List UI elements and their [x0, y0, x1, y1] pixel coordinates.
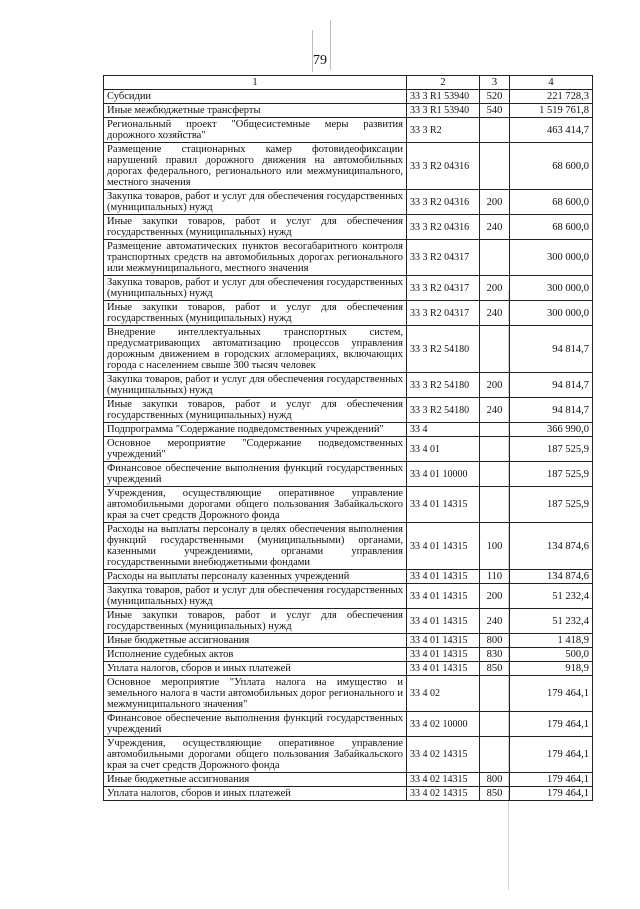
row-type: 240 — [480, 301, 510, 326]
row-name: Иные закупки товаров, работ и услуг для обеспечения государственных (муниципальных) нужд — [104, 609, 407, 634]
table-row — [104, 104, 593, 118]
row-code: 33 3 R1 53940 — [407, 104, 480, 118]
row-type: 800 — [480, 634, 510, 648]
row-code: 33 4 02 14315 — [407, 737, 480, 773]
row-amount: 187 525,9 — [510, 487, 593, 523]
row-code: 33 4 01 14315 — [407, 648, 480, 662]
column-header-name: 1 — [104, 76, 407, 90]
row-code: 33 3 R2 54180 — [407, 398, 480, 423]
row-amount: 187 525,9 — [510, 462, 593, 487]
table-row — [104, 373, 593, 398]
row-code: 33 4 01 — [407, 437, 480, 462]
table-row — [104, 609, 593, 634]
row-amount: 300 000,0 — [510, 240, 593, 276]
row-code: 33 3 R2 04317 — [407, 240, 480, 276]
row-type — [480, 118, 510, 143]
row-amount: 179 464,1 — [510, 737, 593, 773]
table-row — [104, 570, 593, 584]
row-amount: 300 000,0 — [510, 301, 593, 326]
table-row — [104, 487, 593, 523]
row-type: 200 — [480, 584, 510, 609]
row-name: Финансовое обеспечение выполнения функций государственных учреждений — [104, 462, 407, 487]
row-name: Расходы на выплаты персоналу казенных учреждений — [104, 570, 407, 584]
row-code: 33 4 01 14315 — [407, 662, 480, 676]
page-number: 79 — [313, 53, 327, 68]
row-type: 200 — [480, 276, 510, 301]
table-row — [104, 240, 593, 276]
row-code: 33 4 01 10000 — [407, 462, 480, 487]
row-name: Иные закупки товаров, работ и услуг для обеспечения государственных (муниципальных) нужд — [104, 398, 407, 423]
table-row — [104, 143, 593, 190]
row-amount: 1 519 761,8 — [510, 104, 593, 118]
row-name: Иные межбюджетные трансферты — [104, 104, 407, 118]
row-type — [480, 423, 510, 437]
column-header-vr: 3 — [480, 76, 510, 90]
table-row — [104, 662, 593, 676]
row-name: Иные закупки товаров, работ и услуг для обеспечения государственных (муниципальных) нужд — [104, 301, 407, 326]
table-row — [104, 773, 593, 787]
row-type: 200 — [480, 373, 510, 398]
row-type: 540 — [480, 104, 510, 118]
row-type — [480, 676, 510, 712]
row-amount: 134 874,6 — [510, 523, 593, 570]
table-row — [104, 215, 593, 240]
row-name: Учреждения, осуществляющие оперативное управление автомобильными дорогами общего пользования Забайкальского края за счет средств Дорожного фонда — [104, 487, 407, 523]
row-name: Размещение автоматических пунктов весогабаритного контроля транспортных средств на автомобильных дорогах регионального или межмуниципального, местного значения — [104, 240, 407, 276]
budget-table — [103, 75, 593, 801]
row-amount: 179 464,1 — [510, 676, 593, 712]
row-code: 33 3 R2 04316 — [407, 215, 480, 240]
row-name: Основное мероприятие "Уплата налога на имущество и земельного налога в части автомобильных дорог регионального и межмуниципального значения" — [104, 676, 407, 712]
row-type: 850 — [480, 662, 510, 676]
table-row — [104, 584, 593, 609]
row-type: 240 — [480, 215, 510, 240]
row-amount: 179 464,1 — [510, 773, 593, 787]
row-type: 100 — [480, 523, 510, 570]
row-name: Уплата налогов, сборов и иных платежей — [104, 662, 407, 676]
row-type: 110 — [480, 570, 510, 584]
row-code: 33 4 02 14315 — [407, 787, 480, 801]
row-code: 33 4 01 14315 — [407, 570, 480, 584]
row-name: Закупка товаров, работ и услуг для обеспечения государственных (муниципальных) нужд — [104, 276, 407, 301]
row-amount: 500,0 — [510, 648, 593, 662]
table-row — [104, 190, 593, 215]
row-name: Финансовое обеспечение выполнения функций государственных учреждений — [104, 712, 407, 737]
row-name: Основное мероприятие "Содержание подведомственных учреждений" — [104, 437, 407, 462]
table-row — [104, 462, 593, 487]
row-type: 800 — [480, 773, 510, 787]
table-row — [104, 676, 593, 712]
table-row — [104, 118, 593, 143]
row-code: 33 4 01 14315 — [407, 584, 480, 609]
row-code: 33 3 R2 04317 — [407, 301, 480, 326]
table-row — [104, 276, 593, 301]
row-code: 33 3 R2 04316 — [407, 143, 480, 190]
row-name: Расходы на выплаты персоналу в целях обеспечения выполнения функций государственными (муниципальными) органами, казенными учреждениями, органами управления государственными внебюджетными фондами — [104, 523, 407, 570]
table-row — [104, 787, 593, 801]
row-name: Внедрение интеллектуальных транспортных систем, предусматривающих автоматизацию процессов управления дорожным движением в городских агломерациях, включающих города с населением свыше 300 тысяч человек — [104, 326, 407, 373]
row-code: 33 4 01 14315 — [407, 523, 480, 570]
row-name: Размещение стационарных камер фотовидеофиксации нарушений правил дорожного движения на автомобильных дорогах федерального, регионального или межмуниципального, местного значения — [104, 143, 407, 190]
table-row — [104, 326, 593, 373]
row-type: 850 — [480, 787, 510, 801]
row-code: 33 4 01 14315 — [407, 609, 480, 634]
row-amount: 51 232,4 — [510, 609, 593, 634]
row-type: 240 — [480, 609, 510, 634]
row-name: Закупка товаров, работ и услуг для обеспечения государственных (муниципальных) нужд — [104, 190, 407, 215]
row-type: 520 — [480, 90, 510, 104]
row-code: 33 4 02 — [407, 676, 480, 712]
row-code: 33 3 R2 04316 — [407, 190, 480, 215]
row-code: 33 4 01 14315 — [407, 634, 480, 648]
row-name: Субсидии — [104, 90, 407, 104]
row-type — [480, 326, 510, 373]
row-amount: 68 600,0 — [510, 215, 593, 240]
row-type — [480, 737, 510, 773]
row-type — [480, 712, 510, 737]
table-row — [104, 437, 593, 462]
row-type — [480, 462, 510, 487]
table-header-row — [104, 76, 593, 90]
row-name: Иные бюджетные ассигнования — [104, 773, 407, 787]
row-type: 200 — [480, 190, 510, 215]
column-header-code: 2 — [407, 76, 480, 90]
row-amount: 187 525,9 — [510, 437, 593, 462]
row-type — [480, 240, 510, 276]
table-row — [104, 523, 593, 570]
row-code: 33 3 R2 54180 — [407, 326, 480, 373]
row-name: Подпрограмма "Содержание подведомственных учреждений" — [104, 423, 407, 437]
row-amount: 300 000,0 — [510, 276, 593, 301]
row-code: 33 3 R2 — [407, 118, 480, 143]
row-amount: 94 814,7 — [510, 398, 593, 423]
row-code: 33 4 — [407, 423, 480, 437]
table-row — [104, 301, 593, 326]
column-header-amount: 4 — [510, 76, 593, 90]
row-type: 240 — [480, 398, 510, 423]
row-type — [480, 143, 510, 190]
row-name: Учреждения, осуществляющие оперативное управление автомобильными дорогами общего пользования Забайкальского края за счет средств Дорожного фонда — [104, 737, 407, 773]
row-code: 33 4 01 14315 — [407, 487, 480, 523]
row-name: Иные бюджетные ассигнования — [104, 634, 407, 648]
row-code: 33 3 R2 04317 — [407, 276, 480, 301]
row-type — [480, 437, 510, 462]
row-amount: 463 414,7 — [510, 118, 593, 143]
row-code: 33 3 R1 53940 — [407, 90, 480, 104]
row-amount: 134 874,6 — [510, 570, 593, 584]
table-row — [104, 423, 593, 437]
table-row — [104, 634, 593, 648]
row-name: Закупка товаров, работ и услуг для обеспечения государственных (муниципальных) нужд — [104, 584, 407, 609]
row-amount: 51 232,4 — [510, 584, 593, 609]
row-amount: 179 464,1 — [510, 712, 593, 737]
table-row — [104, 398, 593, 423]
row-code: 33 3 R2 54180 — [407, 373, 480, 398]
row-amount: 221 728,3 — [510, 90, 593, 104]
table-row — [104, 737, 593, 773]
row-code: 33 4 02 14315 — [407, 773, 480, 787]
row-amount: 94 814,7 — [510, 373, 593, 398]
row-amount: 179 464,1 — [510, 787, 593, 801]
row-amount: 366 990,0 — [510, 423, 593, 437]
row-type — [480, 487, 510, 523]
row-amount: 1 418,9 — [510, 634, 593, 648]
table-row — [104, 648, 593, 662]
row-name: Исполнение судебных актов — [104, 648, 407, 662]
table-row — [104, 712, 593, 737]
row-type: 830 — [480, 648, 510, 662]
row-amount: 918,9 — [510, 662, 593, 676]
row-name: Закупка товаров, работ и услуг для обеспечения государственных (муниципальных) нужд — [104, 373, 407, 398]
row-amount: 94 814,7 — [510, 326, 593, 373]
row-name: Уплата налогов, сборов и иных платежей — [104, 787, 407, 801]
row-name: Региональный проект "Общесистемные меры развития дорожного хозяйства" — [104, 118, 407, 143]
row-code: 33 4 02 10000 — [407, 712, 480, 737]
row-name: Иные закупки товаров, работ и услуг для обеспечения государственных (муниципальных) нужд — [104, 215, 407, 240]
table-row — [104, 90, 593, 104]
row-amount: 68 600,0 — [510, 143, 593, 190]
row-amount: 68 600,0 — [510, 190, 593, 215]
